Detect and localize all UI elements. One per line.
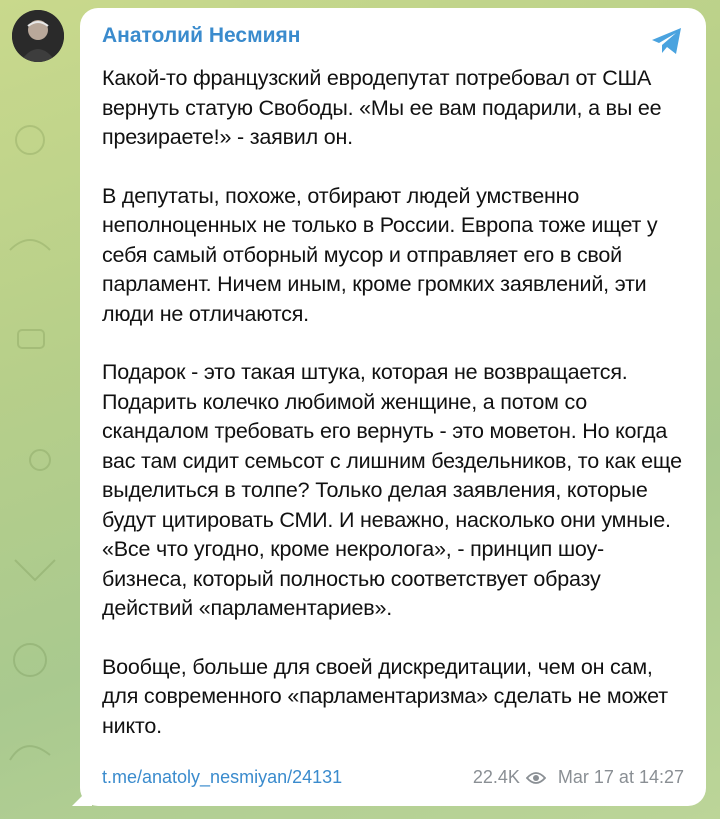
- channel-avatar[interactable]: [12, 10, 64, 62]
- avatar-portrait: [12, 10, 64, 62]
- paragraph: Вообще, больше для своей дискредитации, чем он сам, для современного «парламентаризма» сделать не может никто.: [102, 654, 668, 738]
- views-count: [473, 767, 558, 788]
- paragraph: Подарок - это такая штука, которая не возвращается. Подарить колечко любимой женщине, а потом со скандалом требовать его вернуть - это моветон. Но когда вас там сидит семьсот с лишним бездельников, то как еще выделиться в толпе? Только делая заявления, которые будут цитировать СМИ. И неважно, насколько они умные. «Все что угодно, кроме некролога», - принцип шоу-бизнеса, который полностью соответствует образу действий «парламентариев».: [102, 360, 682, 620]
- paragraph: В депутаты, похоже, отбирают людей умственно неполноценных не только в России. Европа тоже ищет у себя самый отборный мусор и отправляет его в свой парламент. Ничем иным, кроме громких заявлений, эти люди не отличаются.: [102, 183, 658, 326]
- telegram-icon[interactable]: [650, 26, 684, 56]
- post-date: Mar 17 at 14:27: [557, 767, 684, 787]
- paragraph: Какой-то французский евродепутат потребовал от США вернуть статую Свободы. «Мы ее вам подарили, а вы ее презираете!» - заявил он.: [102, 66, 662, 149]
- message-bubble: [80, 8, 706, 806]
- message-footer: [102, 767, 684, 788]
- message-text: [102, 64, 684, 741]
- eye-icon: [526, 771, 546, 785]
- channel-name[interactable]: Анатолий Несмиян: [102, 24, 301, 47]
- views-value: 22.4K: [472, 767, 520, 787]
- post-link[interactable]: t.me/anatoly_nesmiyan/24131: [102, 767, 343, 787]
